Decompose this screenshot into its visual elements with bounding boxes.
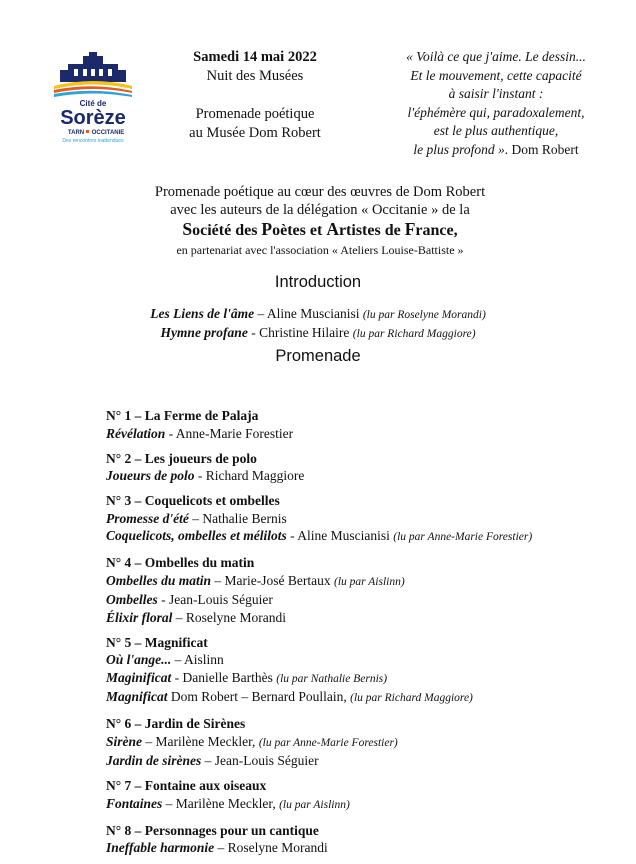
quote-line: « Voilà ce que j'aime. Le dessin... bbox=[406, 49, 586, 64]
tagline-text: Des rencontres inattendues bbox=[62, 138, 124, 144]
station-title: N° 6 – Jardin de Sirènes bbox=[106, 716, 246, 731]
station-title: N° 3 – Coquelicots et ombelles bbox=[106, 493, 280, 508]
quote-line: à saisir l'instant : bbox=[448, 86, 544, 101]
work-line: Jardin de sirènes – Jean-Louis Séguier bbox=[106, 753, 319, 768]
work-line: Où l'ange... – Aislinn bbox=[106, 652, 224, 667]
station-item bbox=[106, 822, 626, 857]
dom-robert-quote bbox=[362, 48, 630, 159]
work-line: Ombelles du matin – Marie-José Bertaux (lu par Aislinn) bbox=[106, 572, 405, 588]
work-line: Promesse d'été – Nathalie Bernis bbox=[106, 510, 287, 526]
station-item bbox=[106, 554, 626, 626]
list-item: Hymne profane - Christine Hilaire (lu par Richard Maggiore) bbox=[160, 325, 476, 340]
station-item bbox=[106, 634, 626, 708]
station-title: N° 2 – Les joueurs de polo bbox=[106, 450, 257, 466]
quote-line: Et le mouvement, cette capacité bbox=[410, 67, 582, 83]
introduction-list bbox=[0, 305, 636, 343]
event-name: Nuit des Musées bbox=[206, 68, 304, 84]
work-line: Ineffable harmonie – Roselyne Morandi bbox=[106, 840, 328, 855]
station-title: N° 7 – Fontaine aux oiseaux bbox=[106, 778, 267, 793]
quote-last-line: le plus profond » bbox=[413, 141, 505, 157]
brand-main-text: Sorèze bbox=[60, 107, 126, 129]
logo bbox=[50, 50, 136, 150]
intro-line1: Promenade poétique au cœur des œuvres de Dom Robert bbox=[154, 184, 486, 200]
stations-list bbox=[106, 407, 626, 864]
work-line: Coquelicots, ombelles et mélilots - Aline Muscianisi (lu par Anne-Marie Forestier) bbox=[106, 528, 533, 543]
station-title: N° 8 – Personnages pour un cantique bbox=[106, 822, 319, 838]
work-line: Maginificat - Danielle Barthès (lu par Nathalie Bernis) bbox=[106, 669, 388, 685]
work-line: Fontaines – Marilène Meckler, (lu par Aislinn) bbox=[106, 795, 350, 811]
region-tarn-text: TARN bbox=[67, 130, 85, 136]
society-name: Société des Poètes et Artistes de France, bbox=[182, 219, 458, 239]
section-introduction-heading: Introduction bbox=[274, 273, 362, 291]
section-promenade-heading: Promenade bbox=[275, 347, 361, 365]
station-item bbox=[106, 492, 626, 547]
event-date: Samedi 14 mai 2022 bbox=[193, 49, 317, 65]
station-title: N° 5 – Magnificat bbox=[106, 634, 208, 650]
brand-top-text: Cité de bbox=[79, 99, 107, 108]
intro-line2: avec les auteurs de la délégation « Occitanie » de la bbox=[170, 202, 470, 218]
quote-line: l'éphémère qui, paradoxalement, bbox=[407, 104, 585, 120]
work-line: Joueurs de polo - Richard Maggiore bbox=[106, 468, 305, 483]
station-item bbox=[106, 407, 626, 442]
partner-line: en partenariat avec l'association « Ateliers Louise-Battiste » bbox=[176, 243, 464, 257]
region-occitanie-text: OCCITANIE bbox=[91, 130, 125, 136]
quote-author: . Dom Robert bbox=[504, 141, 579, 157]
station-item bbox=[106, 777, 626, 814]
work-line: Élixir floral – Roselyne Morandi bbox=[106, 609, 287, 625]
work-line: Ombelles - Jean-Louis Séguier bbox=[106, 592, 273, 607]
quote-line: est le plus authentique, bbox=[433, 123, 559, 138]
event-title-line1: Promenade poétique bbox=[195, 106, 315, 122]
intro-text bbox=[100, 183, 540, 259]
event-title-line2: au Musée Dom Robert bbox=[189, 125, 321, 141]
work-line: Sirène – Marilène Meckler, (lu par Anne-Marie Forestier) bbox=[106, 733, 398, 749]
station-title: N° 4 – Ombelles du matin bbox=[106, 555, 255, 570]
work-line: Magnificat Dom Robert – Bernard Poullain, (lu par Richard Maggiore) bbox=[106, 689, 473, 704]
work-line: Révélation - Anne-Marie Forestier bbox=[106, 425, 294, 441]
abbey-logo-icon bbox=[50, 50, 136, 150]
station-item bbox=[106, 715, 626, 770]
list-item: Les Liens de l'âme – Aline Muscianisi (lu par Roselyne Morandi) bbox=[150, 306, 486, 321]
station-title: N° 1 – La Ferme de Palaja bbox=[106, 408, 259, 423]
event-header bbox=[150, 48, 360, 143]
station-item bbox=[106, 450, 626, 485]
